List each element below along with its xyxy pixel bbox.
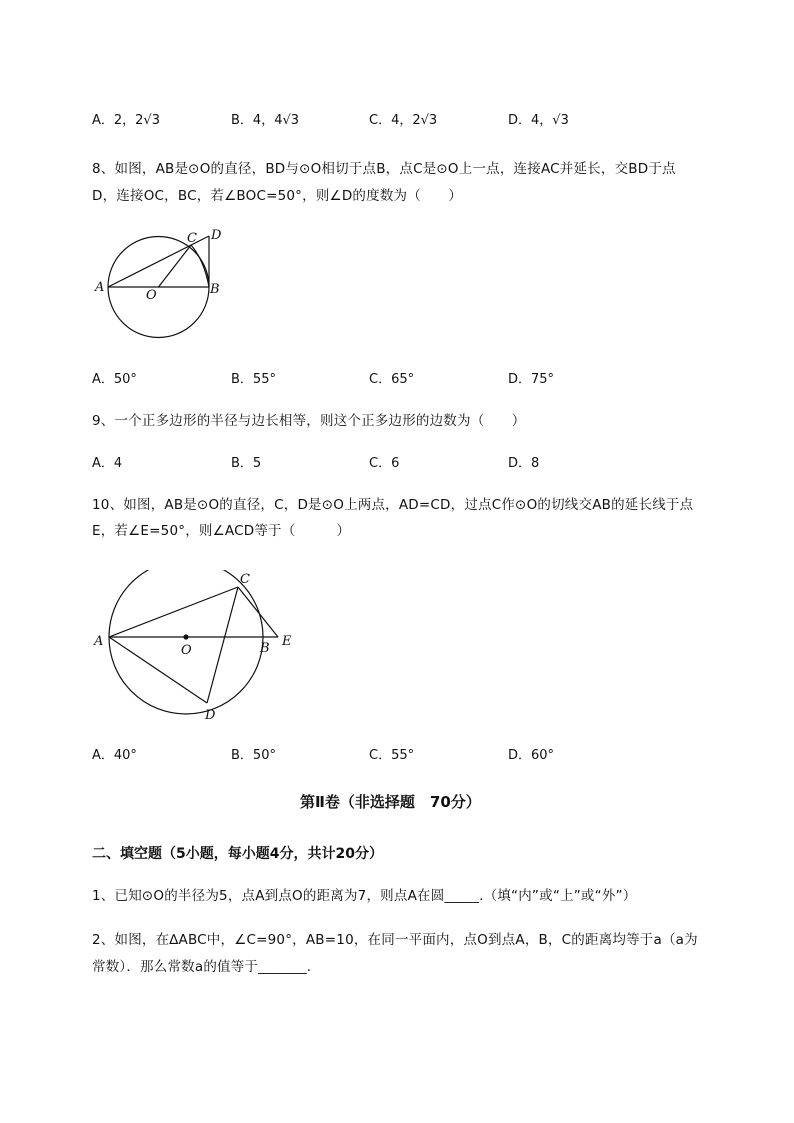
q9-option-c[interactable]: C．6 <box>369 456 400 471</box>
q10-label-a: A <box>94 634 104 649</box>
q10-option-d[interactable]: D．60° <box>508 748 555 763</box>
q10-tangent-ce <box>238 587 278 637</box>
q7-option-b[interactable]: B．4，4√3 <box>231 113 300 128</box>
q8-label-c: C <box>187 231 197 246</box>
q7-option-c[interactable]: C．4，2√3 <box>369 113 438 128</box>
q9-stem-line1: 9、一个正多边形的半径与边长相等，则这个正多边形的边数为（ ） <box>92 413 526 429</box>
q10-option-a[interactable]: A．40° <box>92 748 137 763</box>
q8-label-d: D <box>211 228 222 243</box>
q10-option-b[interactable]: B．50° <box>231 748 276 763</box>
q10-circle <box>109 570 263 714</box>
q10-stem-line1: 10、如图，AB是⊙O的直径，C，D是⊙O上两点，AD=CD，过点C作⊙O的切线交AB的延长线于点 <box>92 497 694 513</box>
q8-option-a[interactable]: A．50° <box>92 372 137 387</box>
q10-label-b: B <box>260 641 270 656</box>
fill2-stem-line2: 常数）．那么常数a的值等于_______. <box>92 959 312 975</box>
q10-stem-line2: E，若∠E=50°，则∠ACD等于（ ） <box>92 523 351 539</box>
q10-label-o: O <box>181 643 192 658</box>
q8-option-c[interactable]: C．65° <box>369 372 415 387</box>
q8-stem-line2: D，连接OC，BC，若∠BOC=50°，则∠D的度数为（ ） <box>92 188 463 204</box>
fill2-stem-line1: 2、如图，在∆ABC中，∠C=90°，AB=10，在同一平面内，点O到点A，B，C的距离均等于a（a为 <box>92 932 698 948</box>
q10-option-c[interactable]: C．55° <box>369 748 415 763</box>
q10-chord-cd <box>207 587 238 703</box>
part2-title: 第Ⅱ卷（非选择题 70分） <box>300 793 481 811</box>
q10-center-dot <box>183 634 188 639</box>
section2-heading: 二、填空题（5小题，每小题4分，共计20分） <box>92 846 383 862</box>
q8-stem-line1: 8、如图，AB是⊙O的直径，BD与⊙O相切于点B，点C是⊙O上一点，连接AC并延长，交BD于点 <box>92 161 676 177</box>
q9-option-a[interactable]: A．4 <box>92 456 123 471</box>
q8-option-d[interactable]: D．75° <box>508 372 555 387</box>
q8-label-a: A <box>95 280 105 295</box>
q10-label-d: D <box>205 708 216 723</box>
q7-option-a[interactable]: A．2，2√3 <box>92 113 160 128</box>
q10-figure <box>90 570 300 725</box>
q10-label-c: C <box>240 572 250 587</box>
q10-chord-ac <box>109 587 238 637</box>
q8-figure <box>90 222 240 347</box>
fill1-stem: 1、已知⊙O的半径为5，点A到点O的距离为7，则点A在圆_____.（填“内”或“上”或“外”） <box>92 888 637 904</box>
q9-option-d[interactable]: D．8 <box>508 456 540 471</box>
q9-option-b[interactable]: B．5 <box>231 456 262 471</box>
q10-chord-ad <box>109 637 207 703</box>
q8-option-b[interactable]: B．55° <box>231 372 276 387</box>
q7-option-d[interactable]: D．4，√3 <box>508 113 569 128</box>
q8-label-o: O <box>146 288 157 303</box>
q8-label-b: B <box>210 282 220 297</box>
q8-radius-oc <box>159 245 192 287</box>
q10-label-e: E <box>282 634 292 649</box>
